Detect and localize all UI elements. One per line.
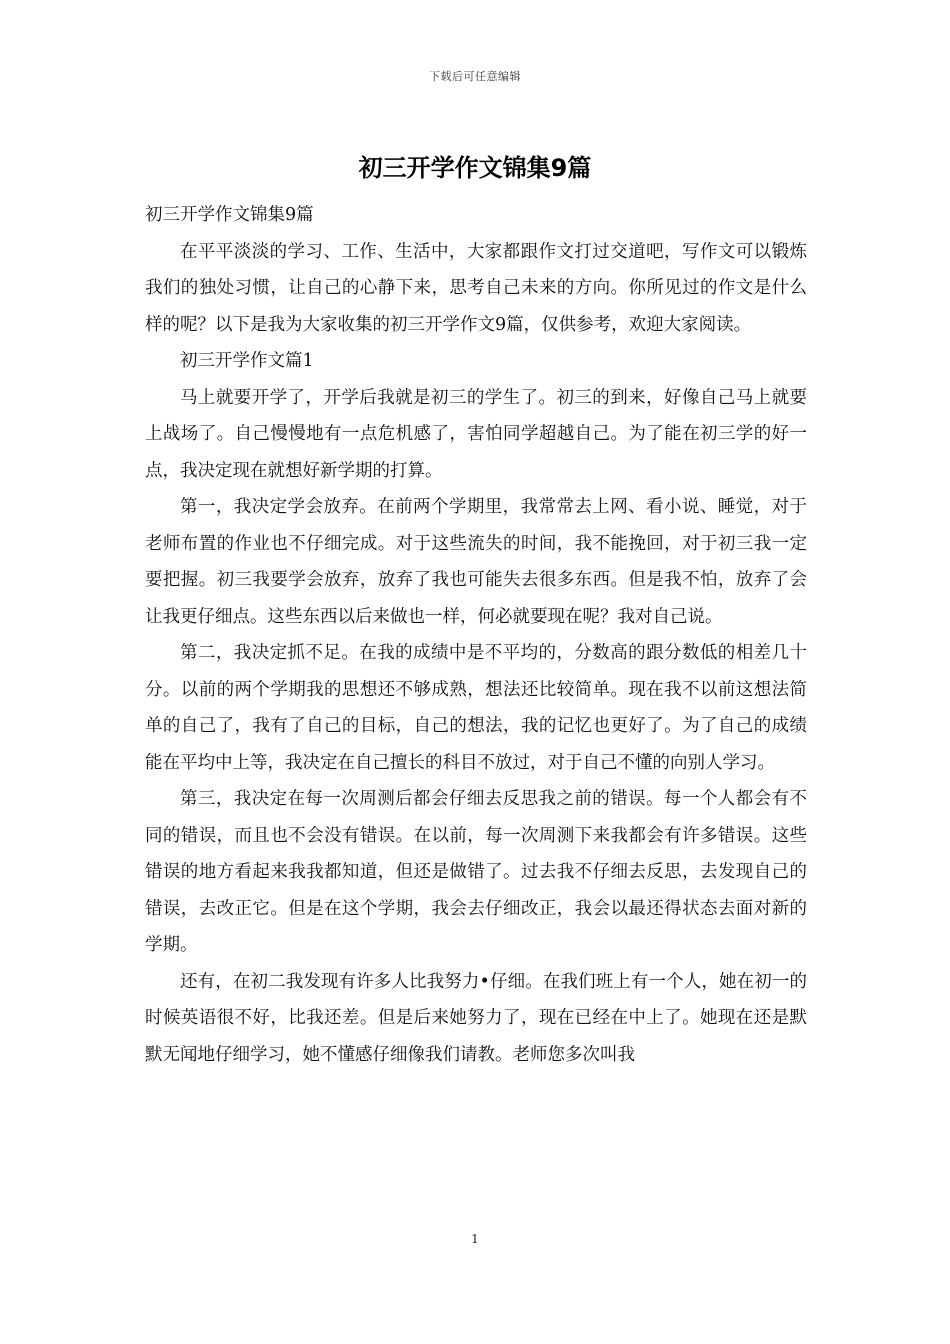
document-title: 初三开学作文锦集9篇 [358, 154, 592, 182]
body-paragraph: 还有，在初二我发现有许多人比我努力•仔细。在我们班上有一个人，她在初一的时候英语很不好，比我还差。但是后来她努力了，现在已经在中上了。她现在还是默默无闻地仔细学习，她不懂感仔细像我们请教。老师您多次叫我 [145, 971, 807, 1065]
page-number: 1 [471, 1232, 479, 1246]
body-paragraph: 第三，我决定在每一次周测后都会仔细去反思我之前的错误。每一个人都会有不同的错误，而且也不会没有错误。在以前，每一次周测下来我都会有许多错误。这些错误的地方看起来我我都知道，但还是做错了。过去我不仔细去反思，去发现自己的错误，去改正它。但是在这个学期，我会去仔细改正，我会以最还得状态去面对新的学期。 [145, 789, 807, 955]
document-body [145, 197, 807, 1073]
body-paragraph: 第二，我决定抓不足。在我的成绩中是不平均的，分数高的跟分数低的相差几十分。以前的两个学期我的思想还不够成熟，想法还比较简单。现在我不以前这想法简单的自己了，我有了自己的目标，自己的想法，我的记忆也更好了。为了自己的成绩能在平均中上等，我决定在自己擅长的科目不放过，对于自己不懂的向别人学习。 [145, 643, 807, 773]
body-paragraph: 马上就要开学了，开学后我就是初三的学生了。初三的到来，好像自己马上就要上战场了。自己慢慢地有一点危机感了，害怕同学超越自己。为了能在初三学的好一点，我决定现在就想好新学期的打算。 [145, 387, 807, 481]
intro-paragraph: 在平平淡淡的学习、工作、生活中，大家都跟作文打过交道吧，写作文可以锻炼我们的独处习惯，让自己的心静下来，思考自己未来的方向。你所见过的作文是什么样的呢？以下是我为大家收集的初三开学作文9篇，仅供参考，欢迎大家阅读。 [145, 241, 807, 335]
section-heading: 初三开学作文篇1 [180, 351, 314, 371]
page-header-note: 下载后可任意编辑 [429, 70, 521, 83]
body-paragraph: 第一，我决定学会放弃。在前两个学期里，我常常去上网、看小说、睡觉，对于老师布置的作业也不仔细完成。对于这些流失的时间，我不能挽回，对于初三我一定要把握。初三我要学会放弃，放弃了我也可能失去很多东西。但是我不怕，放弃了会让我更仔细点。这些东西以后来做也一样，何必就要现在呢？我对自己说。 [145, 497, 807, 627]
document-subtitle: 初三开学作文锦集9篇 [145, 205, 314, 225]
